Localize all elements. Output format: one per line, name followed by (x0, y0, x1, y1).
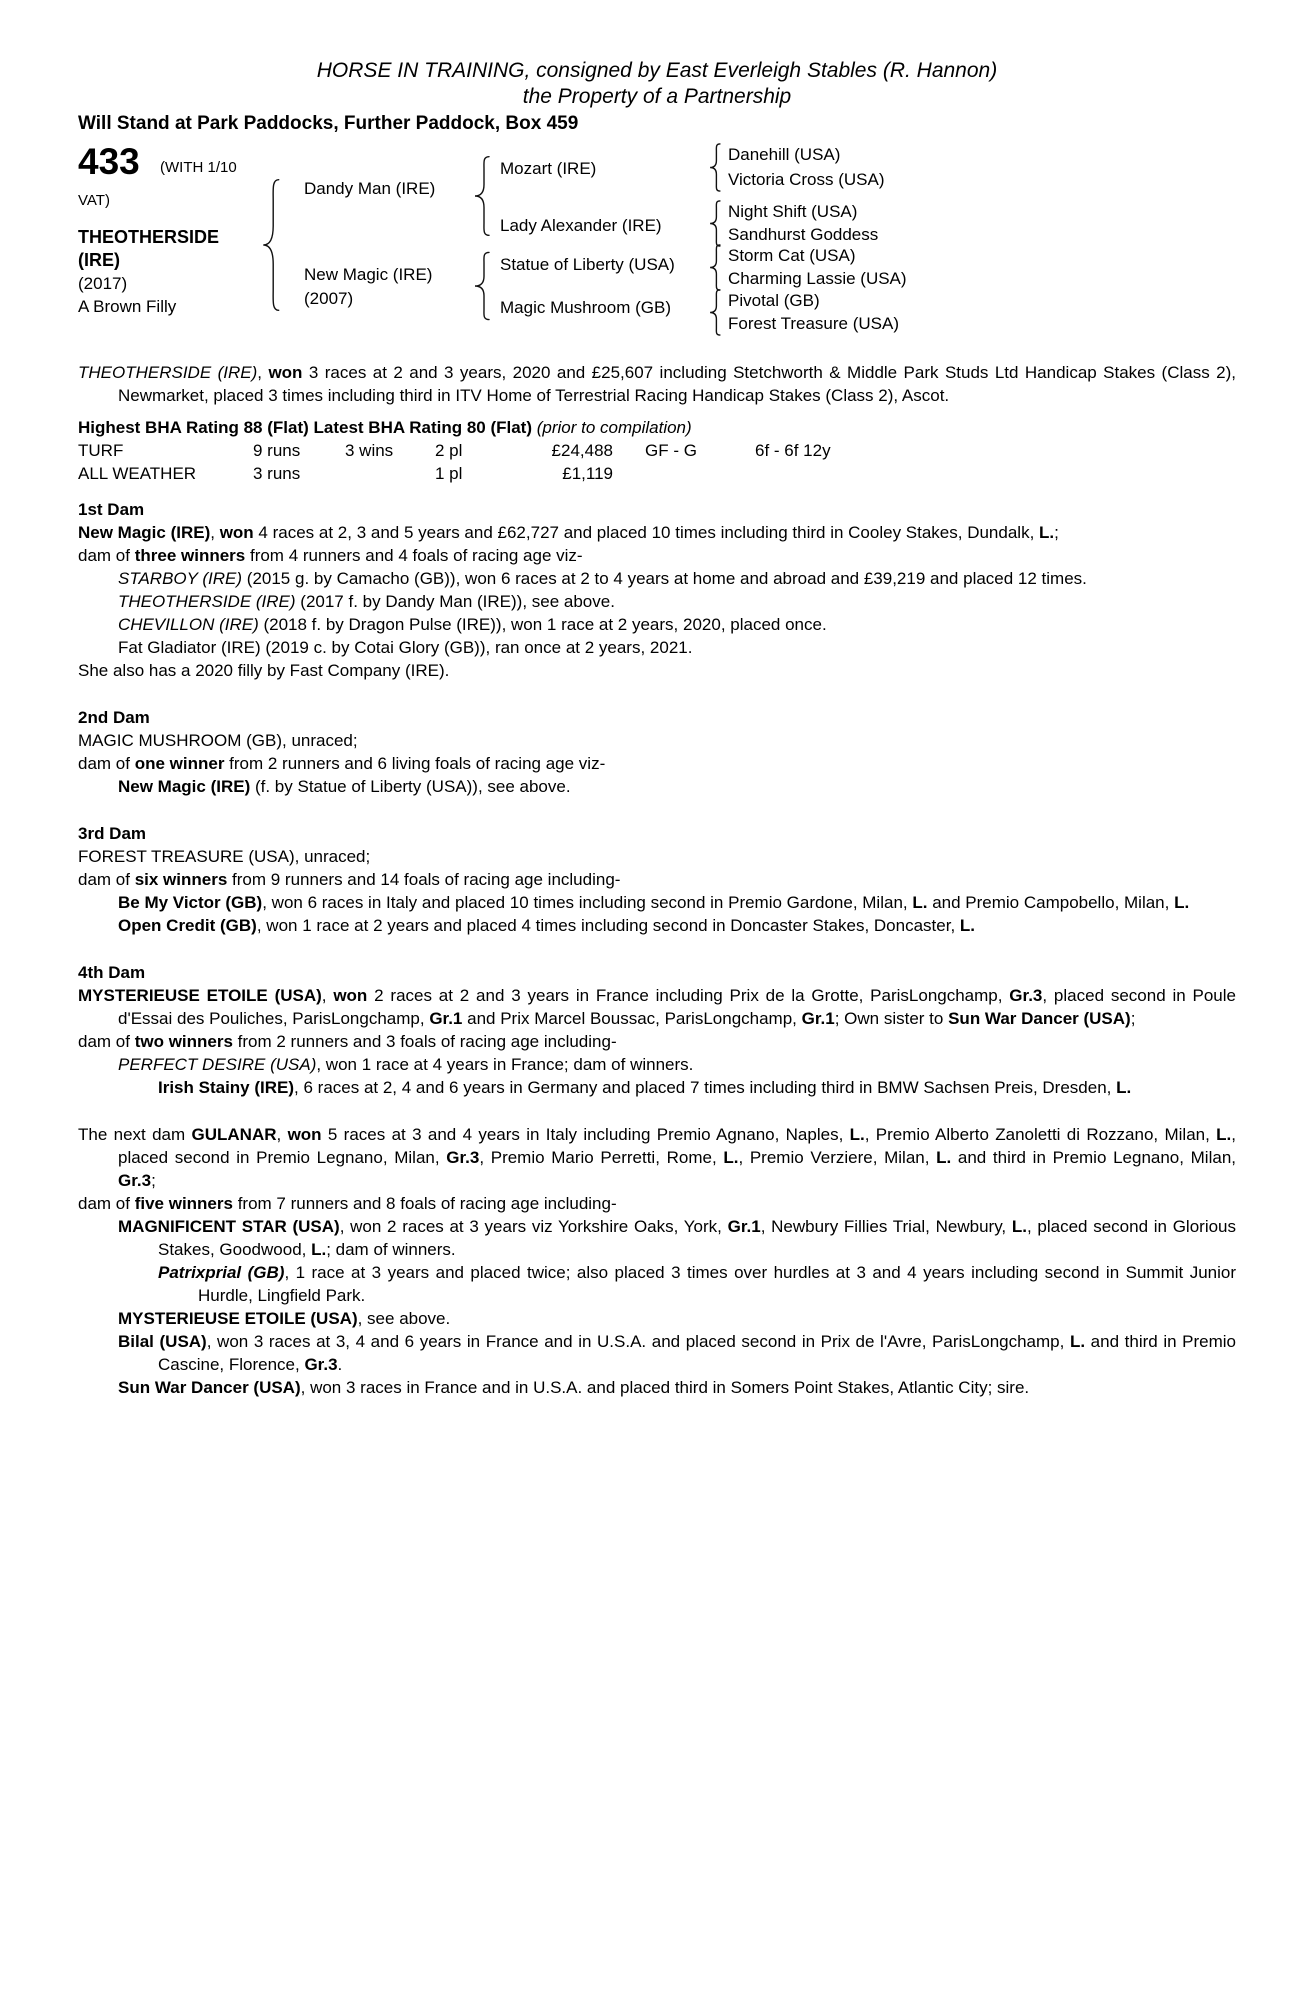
sire-name: Dandy Man (IRE) (304, 179, 436, 198)
horse-name: THEOTHERSIDE (78, 227, 220, 247)
location-line: Will Stand at Park Paddocks, Further Paddock, Box 459 (78, 113, 579, 134)
vat-note-top: (WITH 1/10 (160, 159, 237, 176)
dam-name: New Magic (IRE) (304, 265, 433, 284)
text-run: THEOTHERSIDE (IRE) (118, 592, 296, 611)
dam2-produce-intro (78, 752, 1236, 775)
text-run: dam of (78, 754, 135, 773)
text-run: , Premio Mario Perretti, Rome, (479, 1148, 724, 1167)
text-run: one winner (134, 754, 225, 773)
progeny-open-credit (78, 914, 1236, 937)
dam1-name (78, 521, 1236, 544)
race-record (78, 361, 1236, 407)
heading-4th-dam: 4th Dam (78, 963, 146, 982)
text-run: and Prix Marcel Boussac, ParisLongchamp, (462, 1009, 802, 1028)
text-run: FOREST TREASURE (USA), unraced; (78, 847, 371, 866)
text-run: L. (1011, 1217, 1027, 1236)
progeny-starboy (78, 567, 1236, 590)
progeny-patrixprial (78, 1261, 1236, 1307)
sire-sire-name: Mozart (IRE) (500, 159, 597, 178)
text-run: MAGIC MUSHROOM (GB), unraced; (78, 731, 358, 750)
text-run: won (333, 986, 368, 1005)
lot-number: 433 (78, 141, 140, 182)
dam4-produce-intro (78, 1030, 1236, 1053)
brace-sire-parents (472, 155, 492, 237)
text-run: , placed second in Premio Legnano, Milan, (118, 1125, 1236, 1167)
text-run: MAGNIFICENT STAR (USA) (118, 1217, 340, 1236)
dam-dam-sire-name: Pivotal (GB) (728, 291, 820, 310)
brace-parents (260, 177, 282, 313)
text-run: MYSTERIEUSE ETOILE (USA) (78, 986, 322, 1005)
text-run: Patrixprial (GB) (158, 1263, 285, 1282)
dam-foal-year: (2007) (304, 289, 354, 308)
text-run: six winners (134, 870, 228, 889)
text-run: Open Credit (GB) (118, 916, 257, 935)
text-run: ; Own sister to (834, 1009, 949, 1028)
text-run: GULANAR (191, 1125, 277, 1144)
vat-note-bottom: VAT) (78, 192, 110, 209)
progeny-chevillon (78, 613, 1236, 636)
text-run: from 7 runners and 8 foals of racing age including- (232, 1194, 617, 1213)
text-run: from 4 runners and 4 foals of racing age viz- (245, 546, 583, 565)
text-run: from 2 runners and 3 foals of racing age including- (232, 1032, 617, 1051)
stat-runs: 3 runs (253, 464, 301, 483)
brace-dam-dam-parents (708, 289, 722, 336)
dam1-note (78, 659, 1236, 682)
text-run: and third in Premio Cascine, Florence, (158, 1332, 1237, 1374)
text-run: , (257, 363, 269, 382)
brace-dam-parents (472, 251, 492, 321)
text-run: L. (912, 893, 928, 912)
brace-sire-sire-parents (708, 143, 722, 192)
text-run: (2015 g. by Camacho (GB)), won 6 races at 2 to 4 years at home and abroad and £39,219 and placed 12 times. (242, 569, 1087, 588)
text-run: 5 races at 3 and 4 years in Italy including Premio Agnano, Naples, (321, 1125, 850, 1144)
property-line: the Property of a Partnership (522, 85, 792, 108)
text-run: , won 1 race at 2 years and placed 4 times including second in Doncaster Stakes, Doncaster, (256, 916, 960, 935)
colour-sex: A Brown Filly (78, 297, 177, 316)
text-run: ; (1054, 523, 1059, 542)
text-run: , won 3 races at 3, 4 and 6 years in France and in U.S.A. and placed second in Prix de l'Avre, ParisLongchamp, (206, 1332, 1070, 1351)
text-run: and third in Premio Legnano, Milan, (951, 1148, 1236, 1167)
text-run: Irish Stainy (IRE) (158, 1078, 295, 1097)
text-run: , won 2 races at 3 years viz Yorkshire Oaks, York, (339, 1217, 728, 1236)
dam3-name (78, 845, 1236, 868)
text-run: (prior to compilation) (536, 418, 692, 437)
text-run: Gr.1 (727, 1217, 761, 1236)
dam3-produce-intro (78, 868, 1236, 891)
stat-runs: 9 runs (253, 441, 301, 460)
text-run: L. (1039, 523, 1055, 542)
consignor-title: HORSE IN TRAINING, consigned by East Everleigh Stables (R. Hannon) (316, 59, 998, 82)
text-run: , 1 race at 3 years and placed twice; also placed 3 times over hurdles at 3 and 4 years including second in Summit Junior Hurdle, Lingfield Park. (198, 1263, 1236, 1305)
horse-name-suffix: (IRE) (78, 250, 120, 270)
pedigree-block (78, 143, 1236, 345)
text-run: , won 3 races in France and in U.S.A. and placed third in Somers Point Stakes, Atlantic City; sire. (300, 1378, 1030, 1397)
text-run: , placed second in Poule d'Essai des Pouliches, ParisLongchamp, (118, 986, 1236, 1028)
text-run: , (321, 986, 334, 1005)
text-run: The next dam (78, 1125, 192, 1144)
progeny-bilal (78, 1330, 1236, 1376)
stat-going: GF - G (645, 441, 697, 460)
text-run: ; dam of winners. (326, 1240, 456, 1259)
text-run: Gr.3 (304, 1355, 338, 1374)
progeny-mysterieuse-etoile (78, 1307, 1236, 1330)
text-run: five winners (134, 1194, 233, 1213)
text-run: Gr.3 (446, 1148, 480, 1167)
text-run: won (268, 363, 303, 382)
text-run: (2018 f. by Dragon Pulse (IRE)), won 1 race at 2 years, 2020, placed once. (258, 615, 827, 634)
text-run: , 6 races at 2, 4 and 6 years in Germany and placed 7 times including third in BMW Sachsen Preis, Dresden, (294, 1078, 1117, 1097)
text-run: won (287, 1125, 322, 1144)
text-run: New Magic (IRE) (118, 777, 251, 796)
brace-dam-sire-parents (708, 244, 722, 291)
stat-dist: 6f - 6f 12y (755, 441, 831, 460)
bha-rating-block (78, 416, 1236, 485)
text-run: from 9 runners and 14 foals of racing age including- (227, 870, 621, 889)
text-run: Fat Gladiator (IRE) (2019 c. by Cotai Glory (GB)), ran once at 2 years, 2021. (118, 638, 693, 657)
sire-dam-dam-name: Sandhurst Goddess (728, 225, 879, 244)
text-run: L. (1069, 1332, 1086, 1351)
dam-dam-dam-name: Forest Treasure (USA) (728, 314, 899, 333)
text-run: STARBOY (IRE) (118, 569, 243, 588)
text-run: Gr.1 (429, 1009, 463, 1028)
heading-3rd-dam: 3rd Dam (78, 824, 147, 843)
sire-dam-name: Lady Alexander (IRE) (500, 216, 662, 235)
foal-year: (2017) (78, 274, 128, 293)
text-run: , Newbury Fillies Trial, Newbury, (760, 1217, 1012, 1236)
race-summary-row (78, 462, 1236, 485)
dam-sire-dam-name: Charming Lassie (USA) (728, 269, 907, 288)
text-run: , won 1 race at 4 years in France; dam of winners. (316, 1055, 694, 1074)
text-run: , placed second in Glorious Stakes, Goodwood, (158, 1217, 1236, 1259)
text-run: . (337, 1355, 343, 1374)
text-run: , (276, 1125, 288, 1144)
text-run: ; (151, 1171, 156, 1190)
text-run: dam of (78, 1032, 135, 1051)
progeny-perfect-desire (78, 1053, 1236, 1076)
text-run: , won 6 races in Italy and placed 10 times including second in Premio Gardone, Milan, (262, 893, 913, 912)
text-run: , see above. (357, 1309, 451, 1328)
text-run: , Premio Alberto Zanoletti di Rozzano, Milan, (864, 1125, 1217, 1144)
sire-dam-sire-name: Night Shift (USA) (728, 202, 858, 221)
text-run: Gr.1 (801, 1009, 835, 1028)
stat-wins: 3 wins (345, 441, 394, 460)
text-run: , Premio Verziere, Milan, (738, 1148, 937, 1167)
text-run: L. (849, 1125, 865, 1144)
text-run: Sun War Dancer (USA) (118, 1378, 301, 1397)
stat-dist (755, 462, 1236, 485)
text-run: Gr.3 (1009, 986, 1043, 1005)
sire-sire-sire-name: Danehill (USA) (728, 145, 841, 164)
text-run: L. (959, 916, 976, 935)
text-run: Gr.3 (118, 1171, 152, 1190)
text-run: dam of (78, 1194, 135, 1213)
text-run: She also has a 2020 filly by Fast Company (IRE). (78, 661, 450, 680)
dam4-name (78, 984, 1236, 1030)
text-run: (f. by Statue of Liberty (USA)), see above. (250, 777, 571, 796)
dam-dam-name: Magic Mushroom (GB) (500, 298, 671, 317)
text-run: , (210, 523, 220, 542)
stat-going (613, 462, 755, 485)
stat-surface: ALL WEATHER (78, 464, 197, 483)
text-run: CHEVILLON (IRE) (118, 615, 259, 634)
text-run: (2017 f. by Dandy Man (IRE)), see above. (295, 592, 615, 611)
brace-sire-dam-parents (708, 200, 722, 247)
text-run: L. (723, 1148, 739, 1167)
text-run: L. (1116, 1078, 1132, 1097)
text-run: from 2 runners and 6 living foals of racing age viz- (224, 754, 606, 773)
dam-sire-sire-name: Storm Cat (USA) (728, 246, 856, 265)
stat-money: £24,488 (551, 441, 613, 460)
text-run: dam of (78, 546, 135, 565)
progeny-theotherside (78, 590, 1236, 613)
text-run: MYSTERIEUSE ETOILE (USA) (118, 1309, 358, 1328)
text-run: 3 races at 2 and 3 years, 2020 and £25,607 including Stetchworth & Middle Park Studs Ltd Handicap Stakes (Class 2), Newmarket, placed 3 times including third in ITV Home of Terrestrial Racing Handicap Stakes (Class 2), Ascot. (118, 363, 1236, 405)
catalog-body (78, 361, 1236, 1399)
stat-money: £1,119 (562, 464, 613, 483)
text-run: L. (936, 1148, 952, 1167)
stat-surface: TURF (78, 441, 124, 460)
progeny-fat-gladiator (78, 636, 1236, 659)
stat-wins (345, 462, 435, 485)
text-run: Sun War Dancer (USA) (948, 1009, 1131, 1028)
text-run: L. (1174, 893, 1190, 912)
text-run: won (219, 523, 254, 542)
stat-pl: 2 pl (435, 441, 463, 460)
text-run: two winners (134, 1032, 233, 1051)
next-dam (78, 1123, 1236, 1192)
text-run: three winners (134, 546, 246, 565)
heading-1st-dam: 1st Dam (78, 500, 145, 519)
dam2-name (78, 729, 1236, 752)
progeny-magnificent-star (78, 1215, 1236, 1261)
text-run: dam of (78, 870, 135, 889)
progeny-new-magic (78, 775, 1236, 798)
text-run: L. (1216, 1125, 1232, 1144)
text-run: Be My Victor (GB) (118, 893, 263, 912)
text-run: New Magic (IRE) (78, 523, 211, 542)
bha-rating-line (78, 416, 1236, 439)
progeny-irish-stainy (78, 1076, 1236, 1099)
text-run: Highest BHA Rating 88 (Flat) Latest BHA Rating 80 (Flat) (78, 418, 537, 437)
dam1-produce-intro (78, 544, 1236, 567)
heading-2nd-dam: 2nd Dam (78, 708, 150, 727)
sire-sire-dam-name: Victoria Cross (USA) (728, 170, 885, 189)
text-run: PERFECT DESIRE (USA) (118, 1055, 317, 1074)
text-run: 2 races at 2 and 3 years in France including Prix de la Grotte, ParisLongchamp, (367, 986, 1010, 1005)
next-dam-produce-intro (78, 1192, 1236, 1215)
text-run: 4 races at 2, 3 and 5 years and £62,727 and placed 10 times including third in Cooley Stakes, Dundalk, (253, 523, 1040, 542)
text-run: ; (1130, 1009, 1136, 1028)
progeny-sun-war-dancer (78, 1376, 1236, 1399)
race-summary-row (78, 439, 1236, 462)
text-run: THEOTHERSIDE (IRE) (78, 363, 258, 382)
text-run: Bilal (USA) (118, 1332, 207, 1351)
text-run: L. (311, 1240, 327, 1259)
stat-pl: 1 pl (435, 464, 463, 483)
dam-sire-name: Statue of Liberty (USA) (500, 255, 675, 274)
progeny-be-my-victor (78, 891, 1236, 914)
text-run: and Premio Campobello, Milan, (927, 893, 1175, 912)
